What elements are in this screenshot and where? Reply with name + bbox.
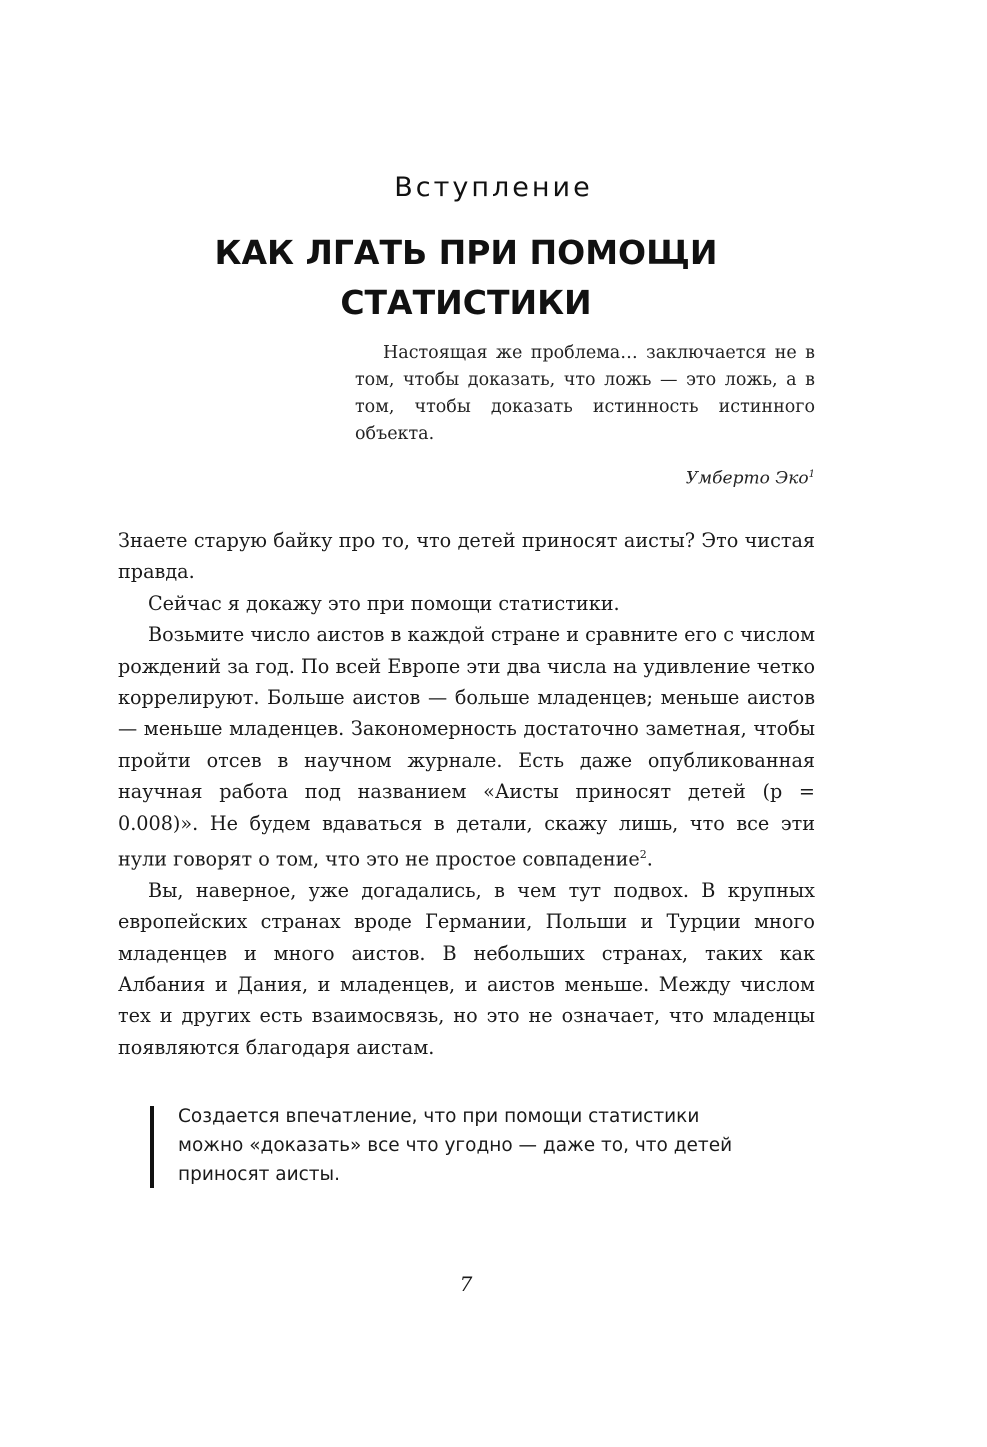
paragraph-1: Знаете старую байку про то, что детей приносят аисты? Это чистая правда. [118,529,815,584]
footnote-ref-1[interactable]: 1 [808,469,815,480]
paragraph-3-text: Возьмите число аистов в каждой стране и сравните его с числом рождений за год. По всей Европе эти два числа на удивление четко коррелируют. Больше аистов — больше младенцев; меньше аистов — меньше младенцев. Закономерность достаточно заметная, чтобы пройти отсев в научном журнале. Есть даже опубликованная научная работа под названием «Аисты приносят детей (p = 0.008)». Не будем вдаваться в детали, скажу лишь, что все эти нули говорят о том, что это не простое совпадение [118,623,815,871]
footnote-ref-2[interactable]: 2 [639,848,647,862]
epigraph-author-name: Умберто Эко [685,468,809,489]
body-text [118,525,815,1063]
callout-text: Создается впечатление, что при помощи статистики можно «доказать» все что угодно — даже то, что детей приносят аисты. [178,1106,733,1185]
epigraph-author [355,461,815,493]
paragraph-3 [118,619,815,875]
section-label: Вступление [394,172,593,203]
chapter-title-line-2: СТАТИСТИКИ [340,283,592,322]
epigraph-text: Настоящая же проблема… заключается не в том, чтобы доказать, что ложь — это ложь, а в том, чтобы доказать истинность истинного объекта. [355,343,815,444]
paragraph-4: Вы, наверное, уже догадались, в чем тут подвох. В крупных европейских странах вроде Германии, Польши и Турции много младенцев и много аистов. В небольших странах, таких как Албания и Дания, и младенцев, и аистов меньше. Между числом тех и других есть взаимосвязь, но это не означает, что младенцы появляются благодаря аистам. [118,878,815,1059]
chapter-title-line-1: КАК ЛГАТЬ ПРИ ПОМОЩИ [214,233,718,272]
epigraph [355,340,815,493]
chapter-title [200,228,732,328]
paragraph-3-end: . [646,847,653,871]
page-number: 7 [459,1272,473,1296]
callout-quote [150,1106,768,1188]
paragraph-2: Сейчас я докажу это при помощи статистики. [148,591,620,615]
